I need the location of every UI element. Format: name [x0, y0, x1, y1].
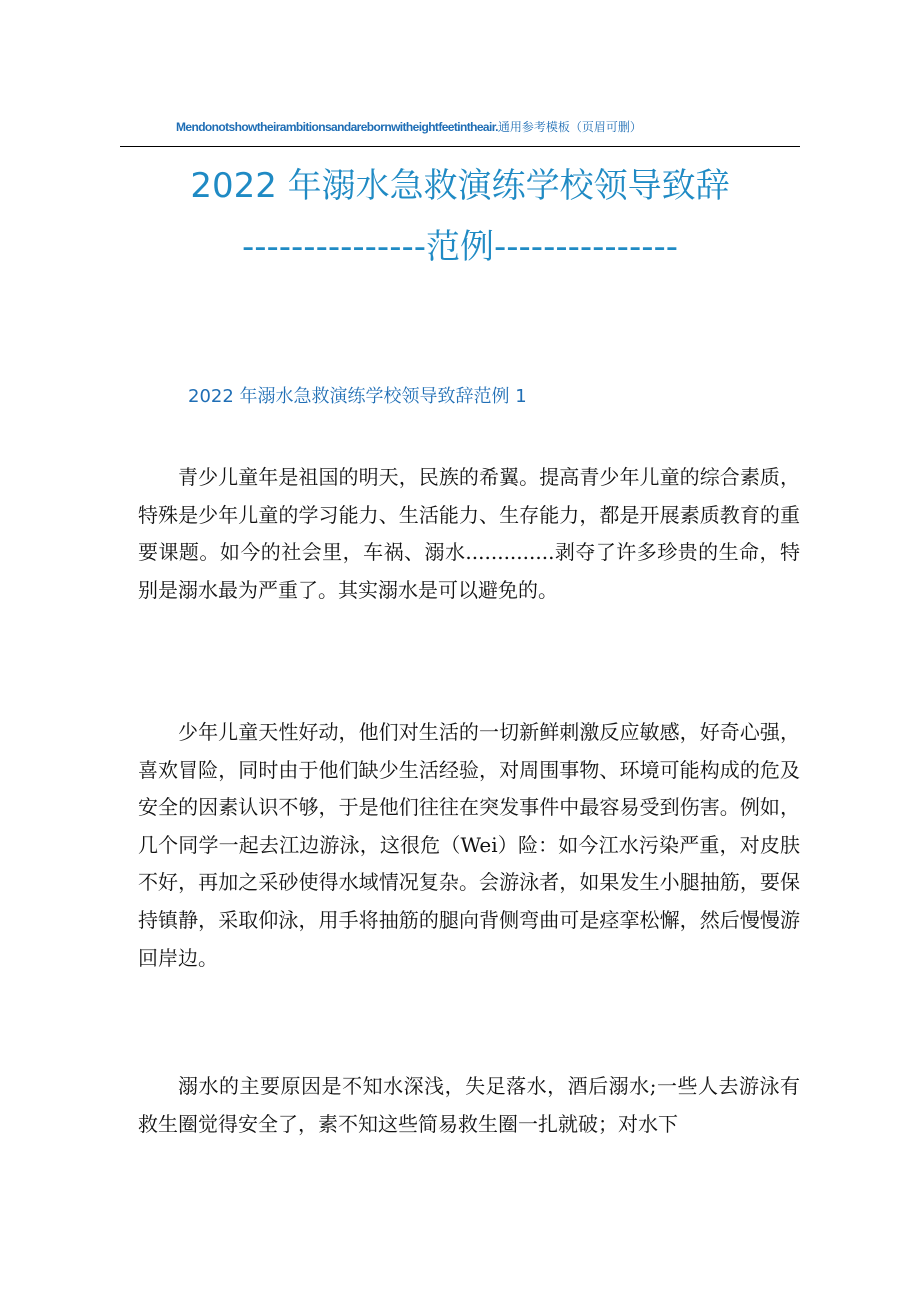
- paragraph-text: 青少儿童年是祖国的明天，民族的希翼。提高青少年儿童的综合素质，特殊是少年儿童的学习能力、生活能力、生存能力，都是开展素质教育的重要课题。如今的社会里，车祸、溺水..............剥夺了许多珍贵的生命，特别是溺水最为严重了。其实溺水是可以避免的。: [138, 465, 800, 602]
- paragraph-1: [138, 459, 800, 609]
- paragraph-2: [138, 714, 800, 977]
- header-chinese-text: 通用参考模板（页眉可删）: [497, 120, 642, 134]
- header-text: [176, 119, 642, 135]
- header-english-text: Mendonotshowtheirambitionsandarebornwitheightfeetintheair.: [176, 120, 498, 134]
- paragraph-text: 溺水的主要原因是不知水深浅，失足落水，酒后溺水;一些人去游泳有救生圈觉得安全了，素不知这些简易救生圈一扎就破；对水下: [138, 1074, 800, 1136]
- paragraph-3: [138, 1068, 800, 1143]
- document-title: 2022 年溺水急救演练学校领导致辞: [190, 166, 730, 206]
- document-subtitle: ---------------范例---------------: [241, 227, 679, 267]
- paragraph-text: 少年儿童天性好动，他们对生活的一切新鲜刺激反应敏感，好奇心强，喜欢冒险，同时由于他们缺少生活经验，对周围事物、环境可能构成的危及安全的因素认识不够，于是他们往往在突发事件中最容易受到伤害。例如，几个同学一起去江边游泳，这很危（Wei）险：如今江水污染严重，对皮肤不好，再加之采砂使得水域情况复杂。会游泳者，如果发生小腿抽筋，要保持镇静，采取仰泳，用手将抽筋的腿向背侧弯曲可是痉挛松懈，然后慢慢游回岸边。: [138, 720, 800, 970]
- section-heading: 2022 年溺水急救演练学校领导致辞范例 1: [188, 386, 527, 407]
- page-header: [120, 116, 800, 147]
